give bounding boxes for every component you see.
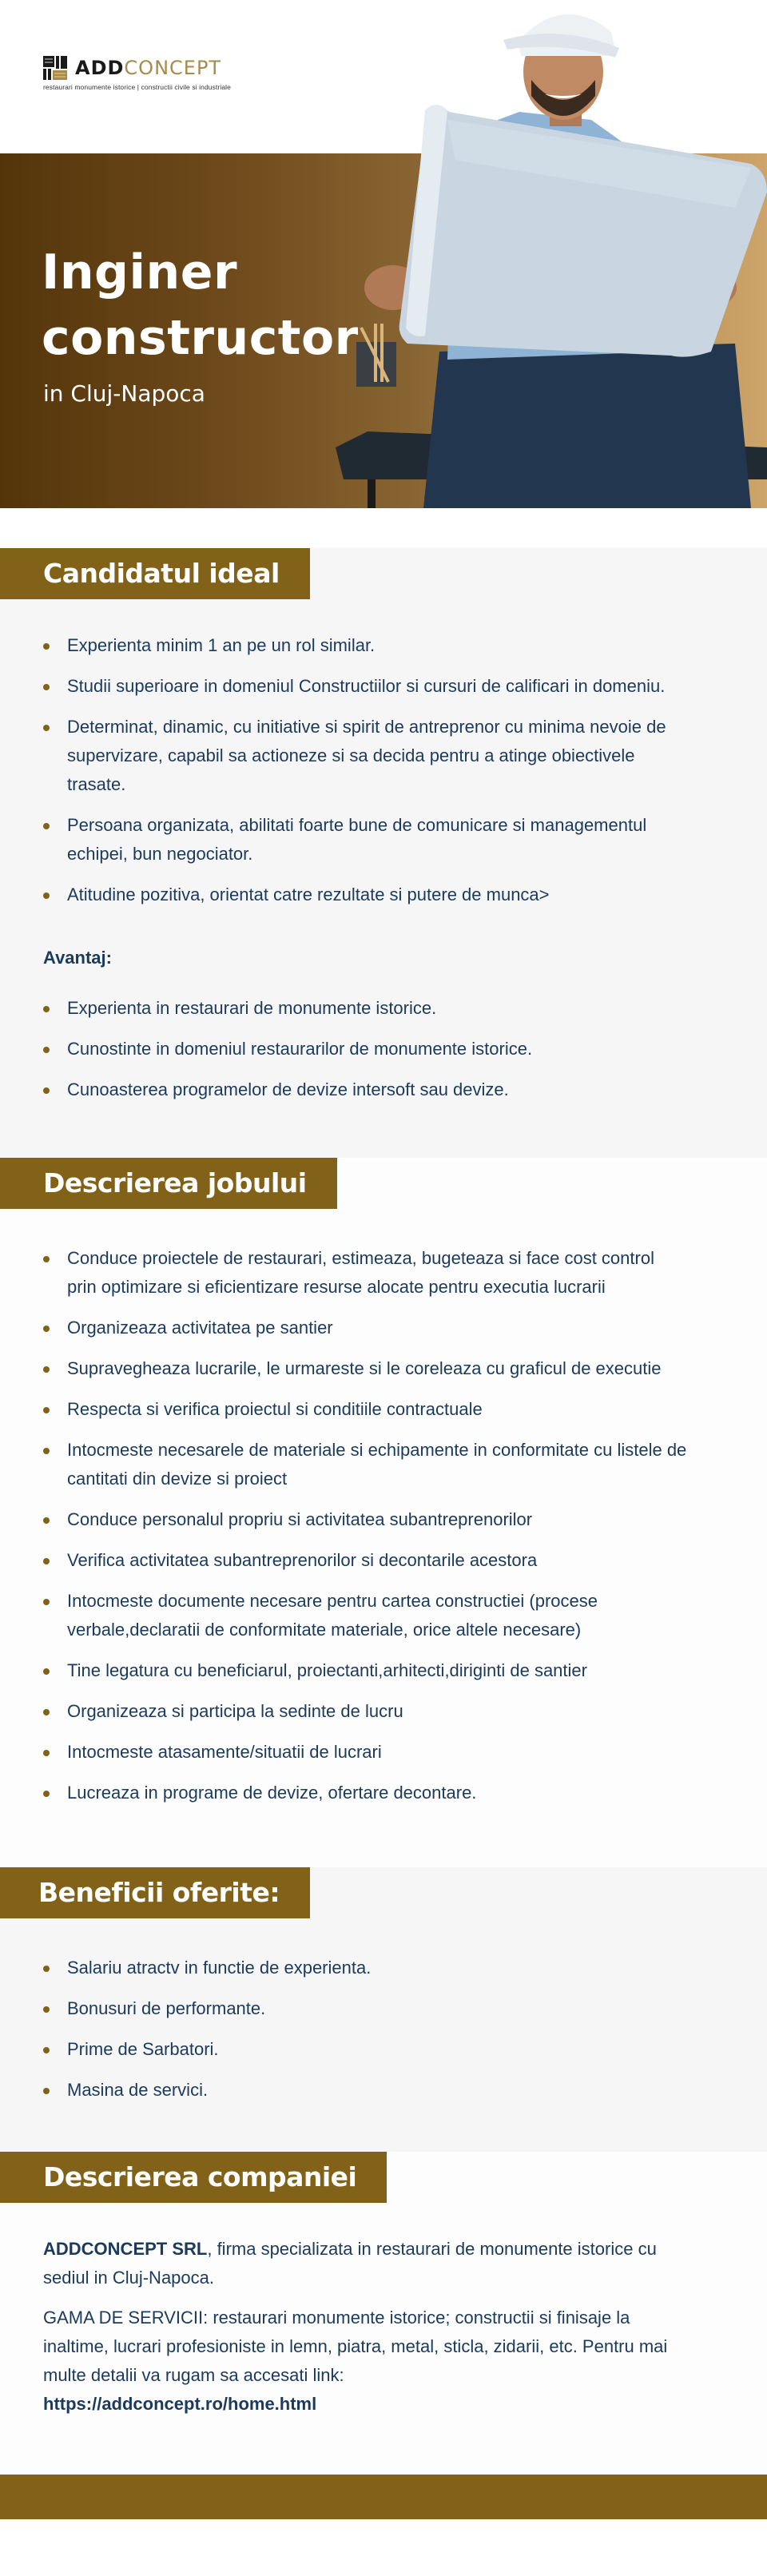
list-item: Determinat, dinamic, cu initiative si spirit de antreprenor cu minima nevoie de supervizare, capabil sa actioneze si sa decida pentru a atinge obiectivele trasate. (43, 713, 687, 799)
logo-word-dark: ADD (75, 57, 125, 79)
section-job-description (0, 1158, 767, 1867)
company-logo (43, 54, 275, 94)
list-item: Conduce personalul propriu si activitatea subantreprenorilor (43, 1505, 687, 1534)
list-item: Prime de Sarbatori. (43, 2035, 687, 2064)
engineer-illustration-icon (336, 0, 767, 508)
logo-tagline: restaurari monumente istorice | constructii civile si industriale (43, 83, 231, 91)
list-item: Tine legatura cu beneficiarul, proiectanti,arhitecti,diriginti de santier (43, 1656, 687, 1685)
job-title (42, 240, 359, 371)
job-title-line2: constructor (42, 310, 359, 366)
list-item: Experienta in restaurari de monumente istorice. (43, 994, 687, 1023)
benefits-list (43, 1954, 687, 2105)
list-item: Experienta minim 1 an pe un rol similar. (43, 631, 687, 660)
responsibilities-list (43, 1244, 687, 1807)
list-item: Organizeaza activitatea pe santier (43, 1314, 687, 1342)
company-name: ADDCONCEPT SRL (43, 2239, 208, 2259)
services-text: GAMA DE SERVICII: restaurari monumente istorice; constructii si finisaje la inaltime, lucrari profesioniste in lemn, piatra, metal, sticla, zidarii, etc. Pentru mai multe detalii va rugam sa accesati link: (43, 2308, 668, 2385)
list-item: Cunoasterea programelor de devize intersoft sau devize. (43, 1075, 687, 1104)
list-item: Lucreaza in programe de devize, ofertare decontare. (43, 1779, 687, 1807)
section-title: Descrierea jobului (0, 1158, 337, 1209)
list-item: Organizeaza si participa la sedinte de lucru (43, 1697, 687, 1726)
section-title: Beneficii oferite: (0, 1867, 310, 1918)
footer-bar (0, 2475, 767, 2519)
logo-wordmark (75, 57, 221, 79)
company-website-link[interactable]: https://addconcept.ro/home.html (43, 2394, 317, 2414)
company-intro (43, 2235, 687, 2292)
list-item: Conduce proiectele de restaurari, estimeaza, bugeteaza si face cost control prin optimizare si eficientizare resurse alocate pentru executia lucrarii (43, 1244, 687, 1302)
list-item: Persoana organizata, abilitati foarte bune de comunicare si managementul echipei, bun negociator. (43, 811, 687, 869)
page-header (0, 0, 767, 508)
company-intro-text: , firma specializata in restaurari de monumente istorice cu sediul in Cluj-Napoca. (43, 2239, 657, 2288)
section-company-description (0, 2152, 767, 2475)
list-item: Intocmeste documente necesare pentru cartea constructiei (procese verbale,declaratii de conformitate materiale, orice altele necesare) (43, 1587, 687, 1644)
list-item: Verifica activitatea subantreprenorilor si decontarile acestora (43, 1546, 687, 1575)
section-title: Descrierea companiei (0, 2152, 387, 2203)
company-services (43, 2304, 687, 2419)
list-item: Salariu atractv in functie de experienta. (43, 1954, 687, 1982)
job-title-line1: Inginer (42, 244, 238, 300)
list-item: Cunostinte in domeniul restaurarilor de monumente istorice. (43, 1035, 687, 1063)
advantages-list (43, 994, 687, 1104)
logo-mark-icon (43, 56, 67, 80)
section-benefits (0, 1867, 767, 2152)
logo-word-gold: CONCEPT (124, 57, 222, 79)
list-item: Studii superioare in domeniul Constructiilor si cursuri de calificari in domeniu. (43, 672, 687, 701)
list-item: Masina de servici. (43, 2076, 687, 2105)
list-item: Intocmeste necesarele de materiale si echipamente in conformitate cu listele de cantitati din devize si proiect (43, 1436, 687, 1493)
requirements-list (43, 631, 687, 909)
list-item: Supravegheaza lucrarile, le urmareste si le coreleaza cu graficul de executie (43, 1354, 687, 1383)
list-item: Bonusuri de performante. (43, 1994, 687, 2023)
advantage-heading: Avantaj: (43, 948, 112, 968)
spacer (0, 508, 767, 548)
section-ideal-candidate (0, 548, 767, 1158)
section-title: Candidatul ideal (0, 548, 310, 599)
list-item: Intocmeste atasamente/situatii de lucrari (43, 1738, 687, 1767)
list-item: Respecta si verifica proiectul si conditiile contractuale (43, 1395, 687, 1424)
job-location: in Cluj-Napoca (43, 380, 205, 407)
list-item: Atitudine pozitiva, orientat catre rezultate si putere de munca> (43, 881, 687, 909)
